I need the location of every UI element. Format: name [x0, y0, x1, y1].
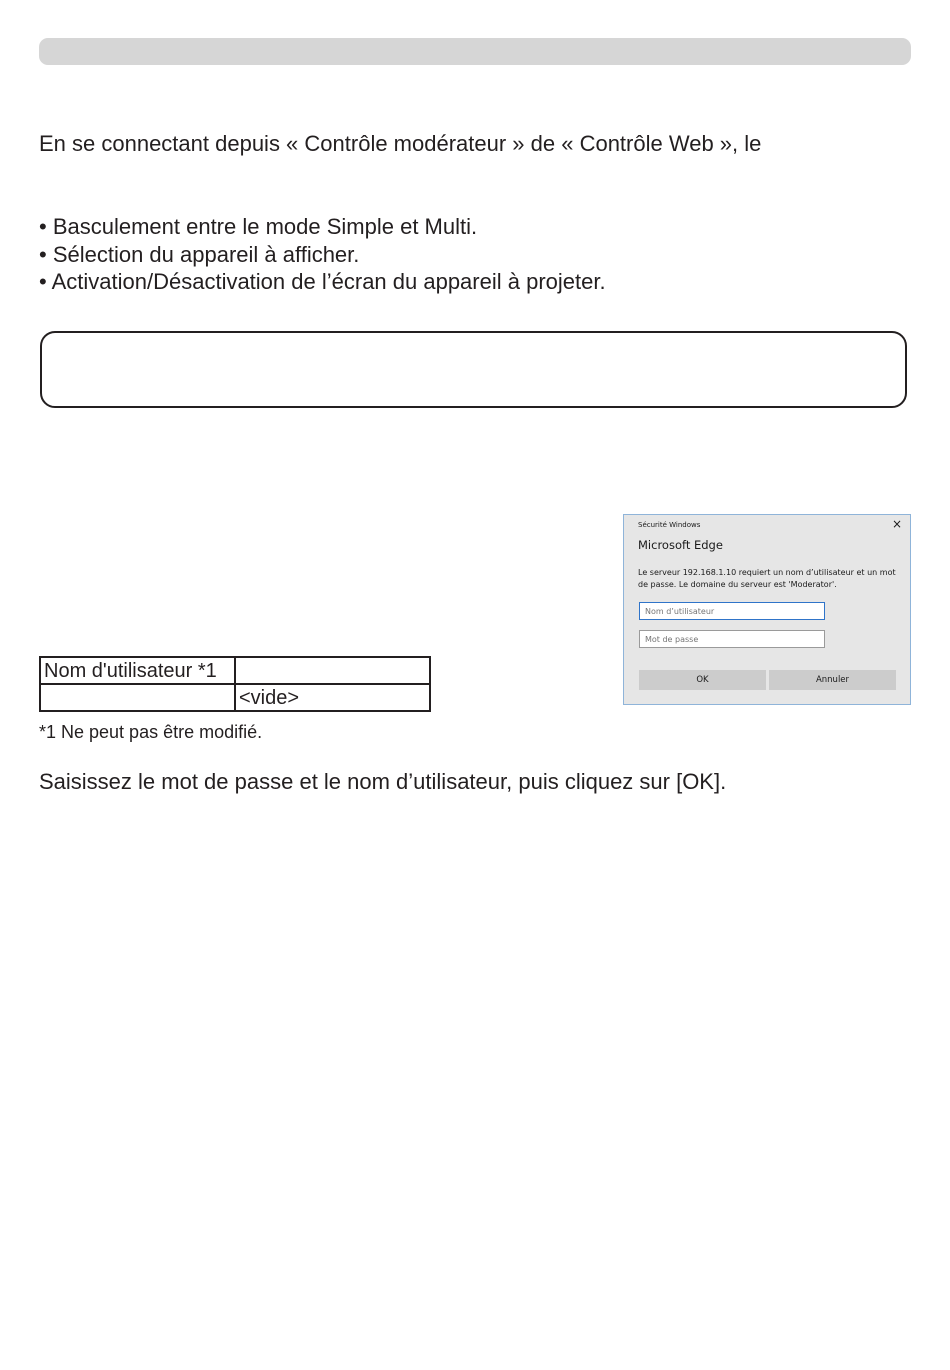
close-icon[interactable]: × — [891, 517, 903, 531]
username-input[interactable] — [639, 602, 825, 620]
login-dialog — [623, 514, 911, 705]
bullet-item: • Activation/Désactivation de l’écran du appareil à projeter. — [39, 269, 606, 294]
table-row — [40, 684, 430, 711]
dialog-app-name: Microsoft Edge — [638, 538, 723, 552]
footnote: *1 Ne peut pas être modifié. — [39, 722, 263, 742]
ok-button[interactable]: OK — [639, 670, 766, 690]
credentials-table — [39, 656, 431, 712]
intro-text: En se connectant depuis « Contrôle modérateur » de « Contrôle Web », le — [39, 131, 762, 156]
table-cell — [235, 657, 430, 684]
bullet-item: • Basculement entre le mode Simple et Multi. — [39, 214, 478, 239]
bullet-item: • Sélection du appareil à afficher. — [39, 242, 360, 267]
note-box — [40, 331, 907, 408]
dialog-message: Le serveur 192.168.1.10 requiert un nom d’utilisateur et un mot de passe. Le domaine du serveur est 'Moderator'. — [638, 568, 896, 589]
table-row — [40, 657, 430, 684]
password-input[interactable] — [639, 630, 825, 648]
dialog-window-title: Sécurité Windows — [638, 521, 701, 529]
cancel-button[interactable]: Annuler — [769, 670, 896, 690]
table-cell: <vide> — [235, 684, 430, 711]
section-header-bar — [39, 38, 911, 65]
instruction-text: Saisissez le mot de passe et le nom d’utilisateur, puis cliquez sur [OK]. — [39, 769, 727, 794]
table-cell: Nom d'utilisateur *1 — [40, 657, 235, 684]
table-cell — [40, 684, 235, 711]
